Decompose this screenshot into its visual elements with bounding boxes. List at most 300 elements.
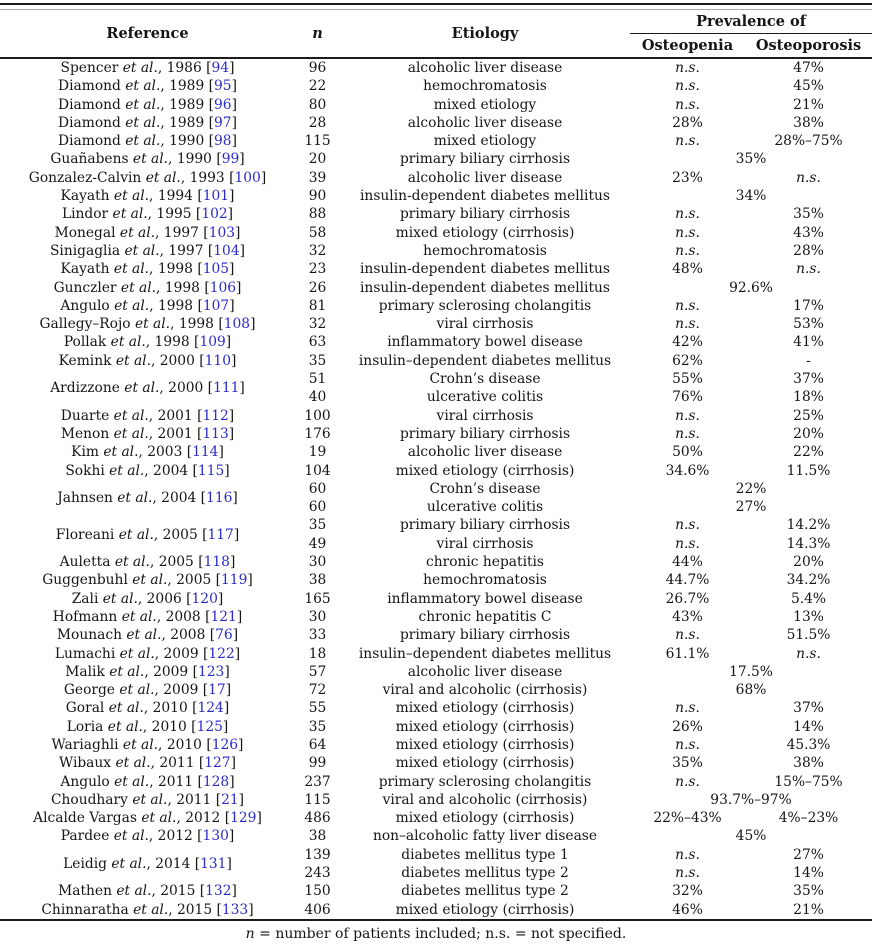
citation-link[interactable]: 131	[200, 855, 227, 872]
ref-author: Mounach	[56, 627, 127, 644]
citation-link[interactable]: 133	[221, 901, 249, 918]
osteoporosis-cell: 4%–23%	[778, 810, 839, 827]
ref-etal: et al.	[125, 78, 161, 95]
citation-link[interactable]: 119	[221, 572, 248, 589]
ref-close-bracket: ]	[230, 352, 237, 369]
citation-link[interactable]: 112	[202, 407, 229, 424]
ref-author: Loria	[66, 718, 108, 735]
etiology-cell: viral cirrhosis	[436, 316, 534, 333]
citation-link[interactable]: 125	[196, 718, 223, 735]
citation-link[interactable]: 115	[197, 462, 225, 479]
osteoporosis-cell: 45.3%	[786, 736, 831, 753]
ref-etal: et al.	[121, 608, 157, 625]
ref-etal: et al.	[114, 773, 150, 790]
ref-author: Diamond	[58, 78, 126, 95]
reference-cell	[0, 260, 295, 278]
ref-year-open-bracket: , 1994 [	[149, 188, 203, 205]
ref-year-open-bracket: , 2011 [	[167, 791, 222, 808]
citation-link[interactable]: 98	[214, 133, 232, 150]
n-cell: 23	[308, 261, 327, 278]
citation-link[interactable]: 126	[211, 736, 239, 753]
citation-link[interactable]: 76	[215, 627, 233, 644]
osteoporosis-cell: 34.2%	[786, 572, 831, 589]
n-cell: 18	[308, 645, 327, 662]
reference-cell	[0, 846, 295, 883]
ref-close-bracket: ]	[228, 407, 235, 424]
citation-link[interactable]: 106	[209, 279, 237, 296]
citation-link[interactable]: 103	[208, 224, 236, 241]
table-row	[0, 333, 872, 351]
footnote-n-symbol: n	[245, 925, 255, 942]
ref-etal: et al.	[103, 444, 139, 461]
reference-cell	[0, 882, 295, 900]
ref-author: Angulo	[60, 773, 115, 790]
reference-cell	[0, 626, 295, 644]
table-row	[0, 132, 872, 150]
ref-year-open-bracket: , 2004 [	[144, 462, 198, 479]
osteoporosis-cell: 20%	[793, 554, 824, 571]
etiology-cell: viral cirrhosis	[436, 407, 534, 424]
reference-cell	[0, 150, 295, 168]
osteopenia-cell: n.s.	[675, 627, 700, 644]
citation-link[interactable]: 102	[201, 206, 228, 223]
ref-author: Pardee	[60, 828, 114, 845]
reference-cell	[0, 901, 295, 920]
prevalence-span-cell: 92.6%	[729, 279, 773, 296]
etiology-cell: viral and alcoholic (cirrhosis)	[382, 791, 588, 808]
ref-author: Kim	[71, 444, 104, 461]
ref-author: Choudhary	[50, 791, 133, 808]
citation-link[interactable]: 114	[192, 444, 219, 461]
ref-year-open-bracket: , 2010 [	[143, 700, 198, 717]
ref-etal: et al.	[117, 489, 153, 506]
osteoporosis-cell: 37%	[793, 700, 824, 717]
osteoporosis-cell: 17%	[793, 297, 824, 314]
ref-author: Malik	[65, 663, 110, 680]
table-footnote	[0, 926, 872, 942]
table-row	[0, 663, 872, 681]
citation-link[interactable]: 99	[221, 151, 240, 168]
ref-author: Diamond	[58, 133, 126, 150]
n-cell: 237	[304, 773, 331, 790]
reference-cell	[0, 187, 295, 205]
reference-cell	[0, 333, 295, 351]
ref-author: Gonzalez-Calvin	[28, 169, 146, 186]
citation-link[interactable]: 130	[202, 828, 229, 845]
table-row	[0, 297, 872, 315]
osteopenia-cell: n.s.	[675, 700, 700, 717]
ref-year-open-bracket: , 1998 [	[149, 297, 203, 314]
etiology-cell: mixed etiology (cirrhosis)	[395, 224, 575, 241]
citation-link[interactable]: 107	[202, 297, 230, 314]
ref-year-open-bracket: , 1993 [	[180, 169, 235, 186]
etiology-cell: hemochromatosis	[423, 242, 547, 259]
reference-cell	[0, 663, 295, 681]
citation-link[interactable]: 110	[204, 352, 231, 369]
ref-etal: et al.	[115, 352, 151, 369]
citation-link[interactable]: 101	[202, 188, 230, 205]
ref-close-bracket: ]	[248, 901, 254, 918]
reference-cell	[0, 425, 295, 443]
reference-cell	[0, 718, 295, 736]
citation-link[interactable]: 105	[202, 261, 230, 278]
ref-author: Pollak	[63, 334, 111, 351]
ref-close-bracket: ]	[229, 773, 235, 790]
ref-author: Goral	[65, 700, 109, 717]
osteoporosis-cell: 45%	[793, 78, 824, 95]
osteopenia-cell: n.s.	[675, 206, 700, 223]
citation-link[interactable]: 96	[214, 96, 232, 113]
n-cell: 406	[304, 901, 331, 918]
n-cell: 40	[308, 389, 327, 406]
citation-link[interactable]: 124	[197, 700, 224, 717]
ref-year-open-bracket: , 2001 [	[148, 425, 203, 442]
ref-author: Ardizzone	[50, 380, 125, 397]
osteoporosis-cell: 20%	[793, 425, 824, 442]
ref-author: Gunczler	[53, 279, 121, 296]
citation-link[interactable]: 121	[210, 608, 237, 625]
osteoporosis-cell: 41%	[793, 334, 824, 351]
osteopenia-cell: 35%	[672, 755, 703, 772]
ref-close-bracket: ]	[223, 700, 230, 717]
osteopenia-cell: n.s.	[675, 242, 700, 259]
ref-year-open-bracket: , 2000 [	[150, 352, 205, 369]
ref-author: George	[63, 682, 120, 699]
ref-year-open-bracket: , 1998 [	[145, 334, 200, 351]
reference-cell	[0, 297, 295, 315]
table-row	[0, 608, 872, 626]
osteopenia-cell: 43%	[672, 608, 703, 625]
ref-author: Wibaux	[59, 755, 116, 772]
ref-close-bracket: ]	[231, 883, 237, 900]
ref-etal: et al.	[113, 828, 149, 845]
citation-link[interactable]: 122	[208, 645, 235, 662]
ref-close-bracket: ]	[236, 608, 243, 625]
table-row	[0, 187, 872, 205]
table-row	[0, 425, 872, 443]
etiology-cell: hemochromatosis	[423, 572, 547, 589]
etiology-cell: insulin-dependent diabetes mellitus	[360, 188, 610, 205]
osteoporosis-cell: 14.3%	[786, 535, 831, 552]
n-cell: 90	[308, 188, 327, 205]
ref-year-open-bracket: , 2010 [	[142, 718, 197, 735]
etiology-cell: mixed etiology (cirrhosis)	[395, 462, 575, 479]
ref-close-bracket: ]	[229, 554, 236, 571]
citation-link[interactable]: 108	[223, 316, 251, 333]
reference-cell	[0, 480, 295, 517]
table-row	[0, 205, 872, 223]
reference-cell	[0, 279, 295, 297]
table-row	[0, 224, 872, 242]
prevalence-span-cell: 35%	[735, 151, 767, 168]
osteopenia-cell: 26.7%	[665, 590, 710, 607]
etiology-cell: mixed etiology (cirrhosis)	[395, 700, 575, 717]
n-cell: 39	[308, 169, 327, 186]
osteoporosis-cell: -	[806, 352, 811, 369]
ref-etal: et al.	[145, 169, 181, 186]
prevalence-span-cell: 34%	[735, 188, 767, 205]
etiology-cell: alcoholic liver disease	[407, 60, 563, 76]
prevalence-span-cell: 22%	[735, 480, 767, 497]
n-cell: 115	[304, 133, 331, 150]
ref-year-open-bracket: , 2011 [	[149, 773, 203, 790]
etiology-cell: Crohn’s disease	[429, 371, 541, 388]
n-cell: 35	[308, 517, 327, 534]
osteopenia-cell: 23%	[672, 169, 703, 186]
reference-cell	[0, 608, 295, 626]
ref-year-open-bracket: , 1997 [	[159, 242, 214, 259]
header-row-1	[0, 10, 872, 34]
osteoporosis-cell: 21%	[793, 901, 824, 918]
citation-link[interactable]: 113	[202, 425, 229, 442]
n-cell: 100	[304, 407, 331, 424]
ref-close-bracket: ]	[231, 78, 237, 95]
ref-author: Kayath	[60, 261, 114, 278]
osteopenia-cell: n.s.	[675, 846, 700, 863]
osteopenia-cell: 50%	[672, 444, 703, 461]
n-cell: 88	[308, 206, 327, 223]
n-cell: 38	[308, 828, 327, 845]
ref-close-bracket: ]	[250, 316, 256, 333]
ref-year-open-bracket: , 2003 [	[138, 444, 193, 461]
n-cell: 96	[308, 60, 327, 76]
ref-etal: et al.	[114, 554, 150, 571]
citation-link[interactable]: 100	[234, 169, 261, 186]
ref-close-bracket: ]	[239, 151, 245, 168]
table-body	[0, 58, 872, 920]
ref-close-bracket: ]	[224, 663, 230, 680]
reference-cell	[0, 242, 295, 260]
ref-close-bracket: ]	[218, 444, 224, 461]
n-cell: 30	[308, 554, 327, 571]
etiology-cell: inflammatory bowel disease	[387, 334, 583, 351]
ref-year-open-bracket: , 2000 [	[159, 380, 214, 397]
etiology-cell: insulin-dependent diabetes mellitus	[360, 261, 610, 278]
n-cell: 80	[308, 96, 327, 113]
ref-etal: et al.	[120, 279, 157, 296]
osteoporosis-cell: 51.5%	[786, 627, 831, 644]
ref-year-open-bracket: , 2009 [	[154, 682, 209, 699]
n-cell: 33	[308, 627, 327, 644]
n-cell: 139	[304, 846, 331, 863]
ref-close-bracket: ]	[229, 188, 235, 205]
ref-etal: et al.	[124, 242, 160, 259]
ref-close-bracket: ]	[233, 526, 240, 543]
ref-close-bracket: ]	[232, 489, 238, 506]
osteopenia-cell: n.s.	[675, 535, 700, 552]
ref-etal: et al.	[132, 151, 169, 168]
table-row	[0, 827, 872, 845]
n-cell: 35	[308, 718, 327, 735]
table-row	[0, 882, 872, 900]
citation-link[interactable]: 104	[213, 242, 240, 259]
citation-link[interactable]: 118	[203, 554, 230, 571]
osteopenia-cell: 42%	[672, 334, 703, 351]
reference-cell	[0, 827, 295, 845]
n-cell: 63	[308, 334, 327, 351]
n-cell: 99	[308, 755, 327, 772]
etiology-cell: viral cirrhosis	[436, 535, 534, 552]
osteoporosis-cell: 5.4%	[790, 590, 827, 607]
osteopenia-cell: n.s.	[675, 425, 700, 442]
osteopenia-cell: 32%	[672, 883, 703, 900]
citation-link[interactable]: 111	[213, 380, 240, 397]
ref-year-open-bracket: , 2005 [	[153, 526, 208, 543]
n-cell: 486	[304, 810, 331, 827]
ref-year-open-bracket: , 1998 [	[156, 279, 210, 296]
osteoporosis-cell: 37%	[793, 371, 824, 388]
ref-etal: et al.	[141, 810, 177, 827]
citation-link[interactable]: 94	[211, 60, 230, 76]
reference-cell	[0, 516, 295, 553]
table-row	[0, 718, 872, 736]
reference-cell	[0, 205, 295, 223]
reference-cell	[0, 809, 295, 827]
table-row	[0, 260, 872, 278]
table-row	[0, 681, 872, 699]
citation-link[interactable]: 21	[221, 791, 239, 808]
ref-etal: et al.	[113, 407, 149, 424]
ref-author: Guañabens	[50, 151, 133, 168]
osteopenia-cell: n.s.	[675, 407, 700, 424]
citation-link[interactable]: 109	[199, 334, 226, 351]
reference-cell	[0, 370, 295, 407]
ref-close-bracket: ]	[234, 645, 241, 662]
etiology-cell: ulcerative colitis	[426, 499, 544, 516]
citation-link[interactable]: 117	[207, 526, 234, 543]
reference-cell	[0, 791, 295, 809]
ref-author: Wariaghli	[51, 736, 123, 753]
ref-close-bracket: ]	[231, 96, 237, 113]
osteopenia-cell: n.s.	[675, 133, 700, 150]
ref-etal: et al.	[119, 645, 155, 662]
reference-cell	[0, 58, 295, 77]
osteopenia-cell: n.s.	[675, 865, 700, 882]
prevalence-table	[0, 10, 872, 921]
ref-close-bracket: ]	[224, 462, 230, 479]
ref-author: Chinnaratha	[41, 901, 134, 918]
ref-author: Spencer	[60, 60, 123, 76]
citation-link[interactable]: 120	[191, 590, 218, 607]
table-row	[0, 590, 872, 608]
citation-link[interactable]: 123	[197, 663, 225, 680]
reference-cell	[0, 96, 295, 114]
ref-author: Zali	[71, 590, 103, 607]
ref-etal: et al.	[111, 855, 147, 872]
reference-cell	[0, 443, 295, 461]
osteoporosis-cell: 22%	[793, 444, 824, 461]
ref-year-open-bracket: , 2011 [	[150, 755, 205, 772]
osteopenia-cell: n.s.	[675, 316, 700, 333]
ref-etal: et al.	[134, 316, 171, 333]
n-cell: 243	[304, 865, 331, 882]
etiology-cell: diabetes mellitus type 2	[401, 865, 569, 882]
ref-close-bracket: ]	[228, 828, 235, 845]
citation-link[interactable]: 97	[214, 114, 232, 131]
ref-close-bracket: ]	[247, 572, 253, 589]
ref-etal: et al.	[119, 682, 155, 699]
table-row	[0, 279, 872, 297]
prevalence-span-cell: 68%	[735, 682, 767, 699]
osteopenia-cell: n.s.	[675, 224, 700, 241]
ref-close-bracket: ]	[222, 718, 229, 735]
osteoporosis-cell: 35%	[793, 206, 824, 223]
ref-close-bracket: ]	[239, 242, 245, 259]
ref-author: Jahnsen	[57, 489, 118, 506]
header-prevalence-group: Prevalence of	[630, 10, 872, 34]
citation-link[interactable]: 17	[208, 682, 226, 699]
osteoporosis-cell: 21%	[793, 96, 824, 113]
ref-etal: et al.	[113, 261, 150, 278]
ref-close-bracket: ]	[229, 60, 235, 76]
osteoporosis-cell: 38%	[793, 114, 824, 131]
etiology-cell: primary sclerosing cholangitis	[378, 773, 592, 790]
top-rule	[0, 3, 872, 5]
n-cell: 115	[304, 791, 331, 808]
citation-link[interactable]: 127	[204, 755, 231, 772]
ref-author: Mathen	[58, 883, 117, 900]
reference-cell	[0, 645, 295, 663]
citation-link[interactable]: 132	[205, 883, 232, 900]
osteopenia-cell: 62%	[672, 352, 703, 369]
osteoporosis-cell: 13%	[793, 608, 824, 625]
ref-close-bracket: ]	[239, 380, 245, 397]
etiology-cell: diabetes mellitus type 1	[401, 846, 569, 863]
table-row	[0, 809, 872, 827]
ref-close-bracket: ]	[225, 682, 232, 699]
n-cell: 81	[308, 297, 327, 314]
osteoporosis-cell: 14%	[793, 865, 824, 882]
osteopenia-cell: 48%	[672, 261, 703, 278]
reference-cell	[0, 462, 295, 480]
reference-cell	[0, 754, 295, 772]
reference-cell	[0, 77, 295, 95]
ref-etal: et al.	[126, 627, 162, 644]
citation-link[interactable]: 129	[230, 810, 257, 827]
table-row	[0, 242, 872, 260]
etiology-cell: hemochromatosis	[423, 78, 547, 95]
header-etiology: Etiology	[451, 24, 519, 42]
osteopenia-cell: n.s.	[675, 773, 700, 790]
ref-author: Floreani	[55, 526, 119, 543]
osteopenia-cell: 28%	[672, 114, 703, 131]
osteoporosis-cell: 14%	[793, 718, 824, 735]
osteoporosis-cell: 38%	[793, 755, 824, 772]
etiology-cell: alcoholic liver disease	[407, 663, 563, 680]
table-row	[0, 699, 872, 717]
citation-link[interactable]: 116	[206, 489, 233, 506]
osteoporosis-cell: 28%	[793, 242, 824, 259]
n-cell: 28	[308, 114, 327, 131]
ref-year-open-bracket: , 1989 [	[160, 114, 215, 131]
ref-close-bracket: ]	[229, 297, 235, 314]
ref-close-bracket: ]	[227, 206, 234, 223]
ref-year-open-bracket: , 1989 [	[160, 96, 215, 113]
citation-link[interactable]: 128	[202, 773, 230, 790]
citation-link[interactable]: 95	[214, 78, 232, 95]
ref-year-open-bracket: , 1998 [	[170, 316, 224, 333]
ref-close-bracket: ]	[230, 755, 236, 772]
n-cell: 32	[308, 316, 327, 333]
ref-year-open-bracket: , 1989 [	[160, 78, 215, 95]
osteoporosis-cell: 18%	[793, 389, 824, 406]
table-row	[0, 553, 872, 571]
n-cell: 20	[308, 151, 327, 168]
n-cell: 32	[308, 242, 327, 259]
osteopenia-cell: 76%	[672, 389, 703, 406]
table-row	[0, 736, 872, 754]
table-row	[0, 352, 872, 370]
